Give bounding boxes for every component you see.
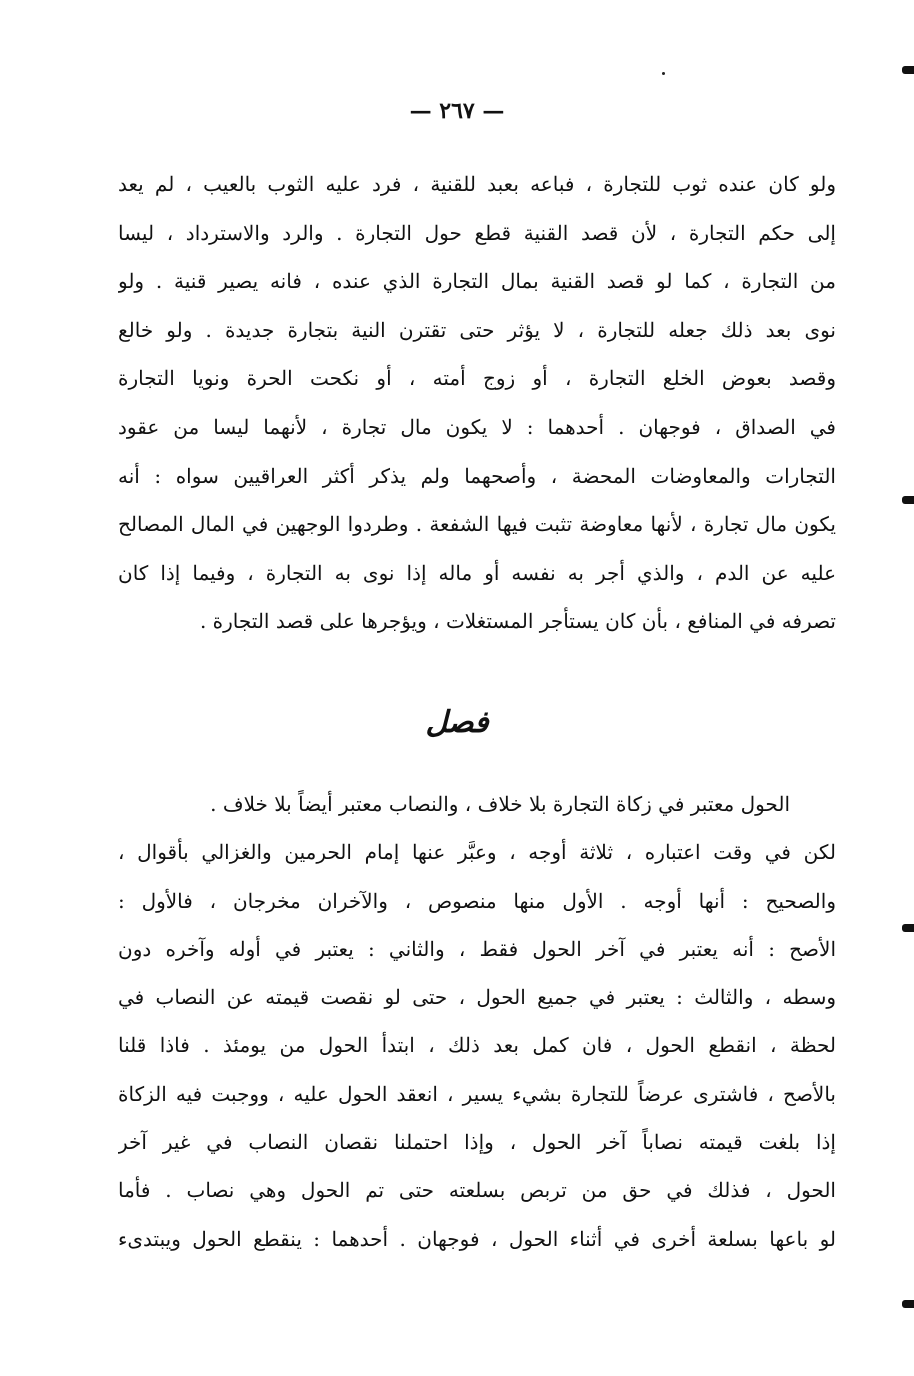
ink-speck [662,72,665,75]
text-line: وسطه ، والثالث : يعتبر في جميع الحول ، حتى لو نقصت قيمته عن النصاب في [118,985,836,1010]
page-edge-mark [902,1300,914,1308]
text-line: عليه عن الدم ، والذي أجر به نفسه أو ماله إذا نوى به التجارة ، وفيما إذا كان [118,560,836,585]
text-line: والصحيح : أنها أوجه . الأول منها منصوص ، والآخران مخرجان ، فالأول : [118,888,836,913]
text-line: لكن في وقت اعتباره ، ثلاثة أوجه ، وعبَّر عنها إمام الحرمين والغزالي بأقوال ، [118,840,836,865]
text-line: وقصد بعوض الخلع التجارة ، أو زوج أمته ، أو نكحت الحرة ونويا التجارة [118,366,836,391]
page-number: — ٢٦٧ — [409,98,505,124]
text-line: الحول معتبر في زكاة التجارة بلا خلاف ، والنصاب معتبر أيضاً بلا خلاف . [210,792,790,816]
text-line: نوى بعد ذلك جعله للتجارة ، لا يؤثر حتى تقترن النية بتجارة جديدة . ولو خالع [118,317,836,342]
text-line: ولو كان عنده ثوب للتجارة ، فباعه بعبد للقنية ، فرد عليه الثوب بالعيب ، لم يعد [118,172,836,196]
text-line: يكون مال تجارة ، لأنها معاوضة تثبت فيها الشفعة . وطردوا الوجهين في المال المصالح [118,512,836,537]
text-line: الأصح : أنه يعتبر في آخر الحول فقط ، والثاني : يعتبر في أوله وآخره دون [118,936,836,961]
text-line: بالأصح ، فاشترى عرضاً للتجارة بشيء يسير ، انعقد الحول عليه ، ووجبت فيه الزكاة [118,1081,836,1106]
text-line: الحول ، فذلك في حق من تربص بسلعته حتى تم الحول وهي نصاب . فأما [118,1178,836,1203]
page-edge-mark [902,66,914,74]
text-line: في الصداق ، فوجهان . أحدهما : لا يكون مال تجارة ، لأنهما ليسا من عقود [118,414,836,439]
text-line: إذا بلغت قيمته نصاباً آخر الحول ، وإذا احتملنا نقصان النصاب في غير آخر [118,1130,836,1155]
page-edge-mark [902,496,914,504]
text-line: تصرفه في المنافع ، بأن كان يستأجر المستغلات ، ويؤجرها على قصد التجارة . [199,609,836,634]
text-line: لو باعها بسلعة أخرى في أثناء الحول ، فوجهان . أحدهما : ينقطع الحول ويبتدىء [118,1226,836,1251]
text-line: التجارات والمعاوضات المحضة ، وأصحهما ولم يذكر أكثر العراقيين سواه : أنه [118,463,836,488]
text-line: من التجارة ، كما لو قصد القنية بمال التجارة الذي عنده ، فانه يصير قنية . ولو [118,269,836,294]
text-line: إلى حكم التجارة ، لأن قصد القنية قطع حول التجارة . والرد والاسترداد ، ليسا [118,220,836,245]
section-heading: فصل [425,705,489,740]
page-edge-mark [902,924,914,932]
body-paragraph [118,160,836,646]
text-line: لحظة ، انقطع الحول ، فان كمل بعد ذلك ، ابتدأ الحول من يومئذ . فاذا قلنا [118,1033,836,1058]
body-paragraph [118,780,836,1263]
